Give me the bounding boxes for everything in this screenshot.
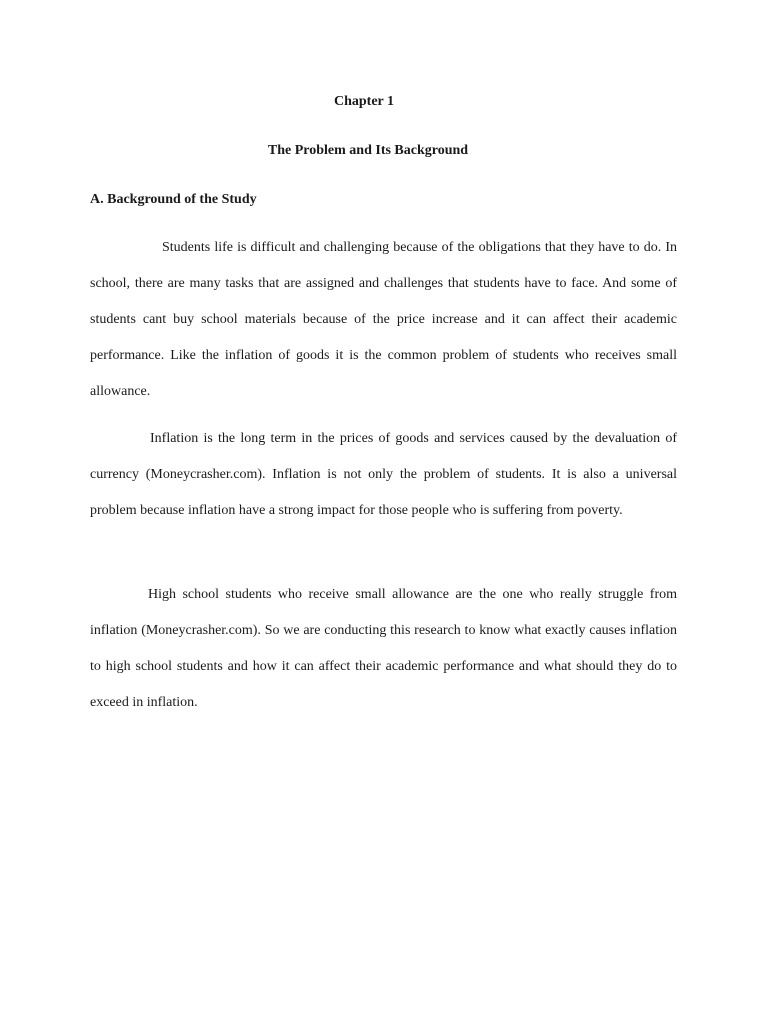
paragraph: High school students who receive small allowance are the one who really struggle from inflation (Moneycrasher.com). So we are conducting this research to know what exactly causes inflation to high school students and how it can affect their academic performance and what should they do to exceed in inflation. bbox=[90, 587, 677, 710]
chapter-label: Chapter 1 bbox=[333, 94, 395, 109]
paragraph: Students life is difficult and challenging because of the obligations that they have to do. In school, there are many tasks that are assigned and challenges that students have to face. And some of students cant buy school materials because of the price increase and it can affect their academic performance. Like the inflation of goods it is the common problem of students who receives small allowance. bbox=[90, 240, 677, 399]
document-title: The Problem and Its Background bbox=[267, 143, 469, 158]
section-heading: A. Background of the Study bbox=[90, 192, 257, 207]
paragraph: Inflation is the long term in the prices of goods and services caused by the devaluation of currency (Moneycrasher.com). Inflation is not only the problem of students. It is also a universal problem because inflation have a strong impact for those people who is suffering from poverty. bbox=[90, 431, 677, 518]
